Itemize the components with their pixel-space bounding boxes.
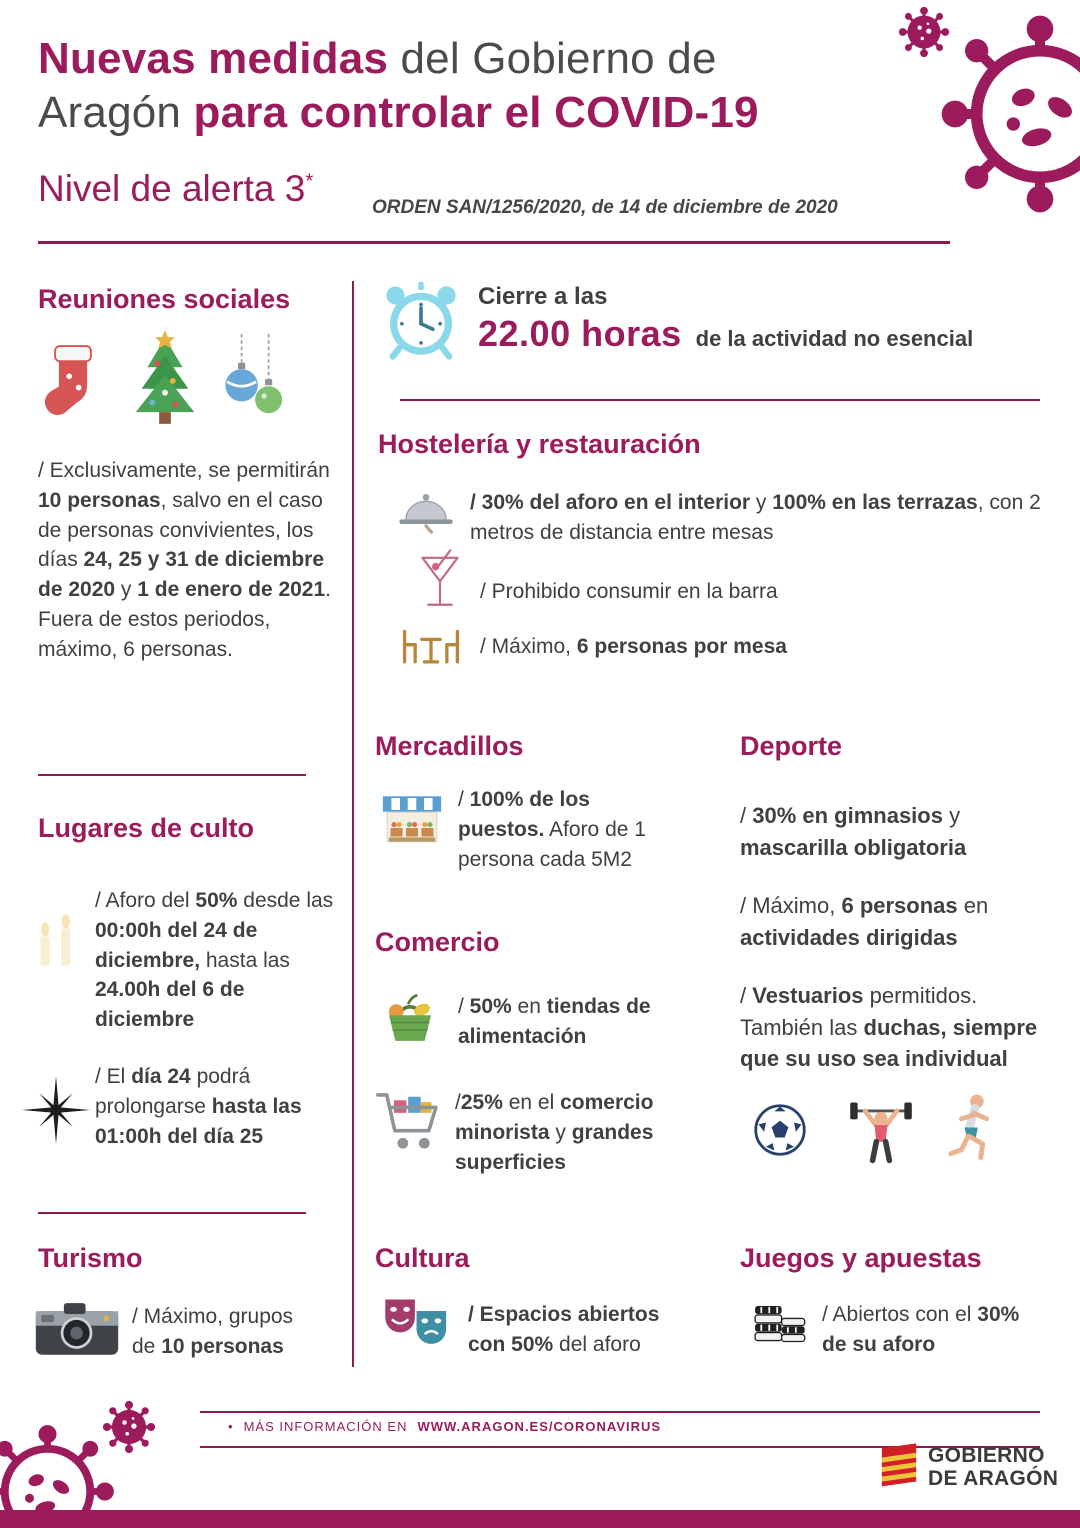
section-deporte-title: Deporte [740,731,843,761]
section-juegos-title: Juegos y apuestas [740,1243,982,1273]
christmas-ornaments-icon [220,332,292,426]
section-turismo-title: Turismo [38,1243,143,1273]
page-title: Nuevas medidas del Gobierno de Aragón para controlar el COVID-19 [38,34,759,137]
left-divider-1 [38,774,306,776]
header-divider [38,241,950,244]
market-stall-icon [382,792,442,852]
juegos-text: / Abiertos con el 30% de su aforo [822,1303,1020,1356]
camera-icon [34,1298,120,1358]
deporte-item-2: / Vestuarios permitidos. También las duchas, siempre que su uso sea individual [740,983,1038,1072]
comercio-item-1: /25% en el comercio minorista y grandes superficies [455,1091,654,1174]
star-sparkle-icon [22,1076,90,1144]
candles-icon [26,912,88,974]
table-chairs-icon [398,624,464,668]
christmas-tree-icon [126,330,204,428]
vertical-divider [352,281,354,1367]
section-culto-title: Lugares de culto [38,813,255,843]
section-comercio-title: Comercio [375,927,500,957]
bullet: • [228,1419,234,1434]
alert-asterisk: * [305,170,314,193]
alert-level-text: Nivel de alerta 3 [38,168,306,209]
closing-time: 22.00 horas [478,313,682,354]
weightlifting-icon [848,1096,914,1166]
closing-row [478,313,1040,355]
theater-masks-icon [382,1294,456,1356]
christmas-stocking-icon [40,338,106,424]
hosteleria-item-1: / Prohibido consumir en la barra [480,580,778,603]
mercadillos-text: / 100% de los puestos. Aforo de 1 persona cada 5M2 [458,788,646,871]
closing-time-banner [478,283,1040,355]
aragon-flag-icon [878,1437,920,1489]
section-reuniones-title: Reuniones sociales [38,284,291,314]
alarm-clock-icon [380,280,462,362]
turismo-text: / Máximo, grupos de 10 personas [132,1305,294,1358]
deporte-item-0: / 30% en gimnasios y mascarilla obligatoria [740,803,967,860]
coronavirus-url[interactable]: WWW.ARAGON.ES/CORONAVIRUS [417,1419,662,1434]
cultura-text: / Espacios abiertos con 50% del aforo [468,1303,660,1356]
food-cloche-icon [396,488,456,536]
closing-suffix: de la actividad no esencial [695,326,974,351]
running-icon [944,1092,1002,1166]
deporte-item-1: / Máximo, 6 personas en actividades dirigidas [740,893,989,950]
culto-item-1: / El día 24 podrá prolongarse hasta las 01:00h del día 25 [95,1065,302,1148]
shopping-cart-icon [374,1086,446,1162]
virus-icon-large [940,14,1080,214]
closing-intro: Cierre a las [478,283,608,310]
poker-chips-icon [748,1294,810,1350]
gobierno-logo-text [928,1444,1058,1490]
soccer-ball-icon [752,1102,808,1158]
grocery-basket-icon [378,986,442,1050]
footer-divider-top [200,1411,1040,1413]
culto-item-0: / Aforo del 50% desde las 00:00h del 24 de diciembre, hasta las 24.00h del 6 de diciembre [95,889,334,1032]
reuniones-text: / Exclusivamente, se permitirán 10 personas, salvo en el caso de personas convivientes, los días 24, 25 y 31 de diciembre de 2020 y 1 de enero de 2021. Fuera de estos periodos, máximo, 6 personas. [38,459,332,661]
more-info [228,1419,661,1434]
left-divider-2 [38,1212,306,1214]
hosteleria-item-2: / Máximo, 6 personas por mesa [480,635,787,658]
hosteleria-item-0: / 30% del aforo en el interior y 100% en las terrazas, con 2 metros de distancia entre mesas [470,491,1041,544]
order-reference: ORDEN SAN/1256/2020, de 14 de diciembre de 2020 [372,197,838,218]
comercio-item-0: / 50% en tiendas de alimentación [458,995,651,1048]
bottom-bar [0,1510,1080,1528]
gobierno-logo-line1: GOBIERNO [928,1444,1045,1467]
more-info-label: MÁS INFORMACIÓN EN [243,1419,408,1434]
alert-level [38,168,313,210]
section-hosteleria-title: Hostelería y restauración [378,429,701,459]
gobierno-logo-line2: DE ARAGÓN [928,1467,1059,1491]
section-mercadillos-title: Mercadillos [375,731,524,761]
section-cultura-title: Cultura [375,1243,470,1273]
cocktail-icon [418,545,462,619]
closing-divider [400,399,1040,401]
